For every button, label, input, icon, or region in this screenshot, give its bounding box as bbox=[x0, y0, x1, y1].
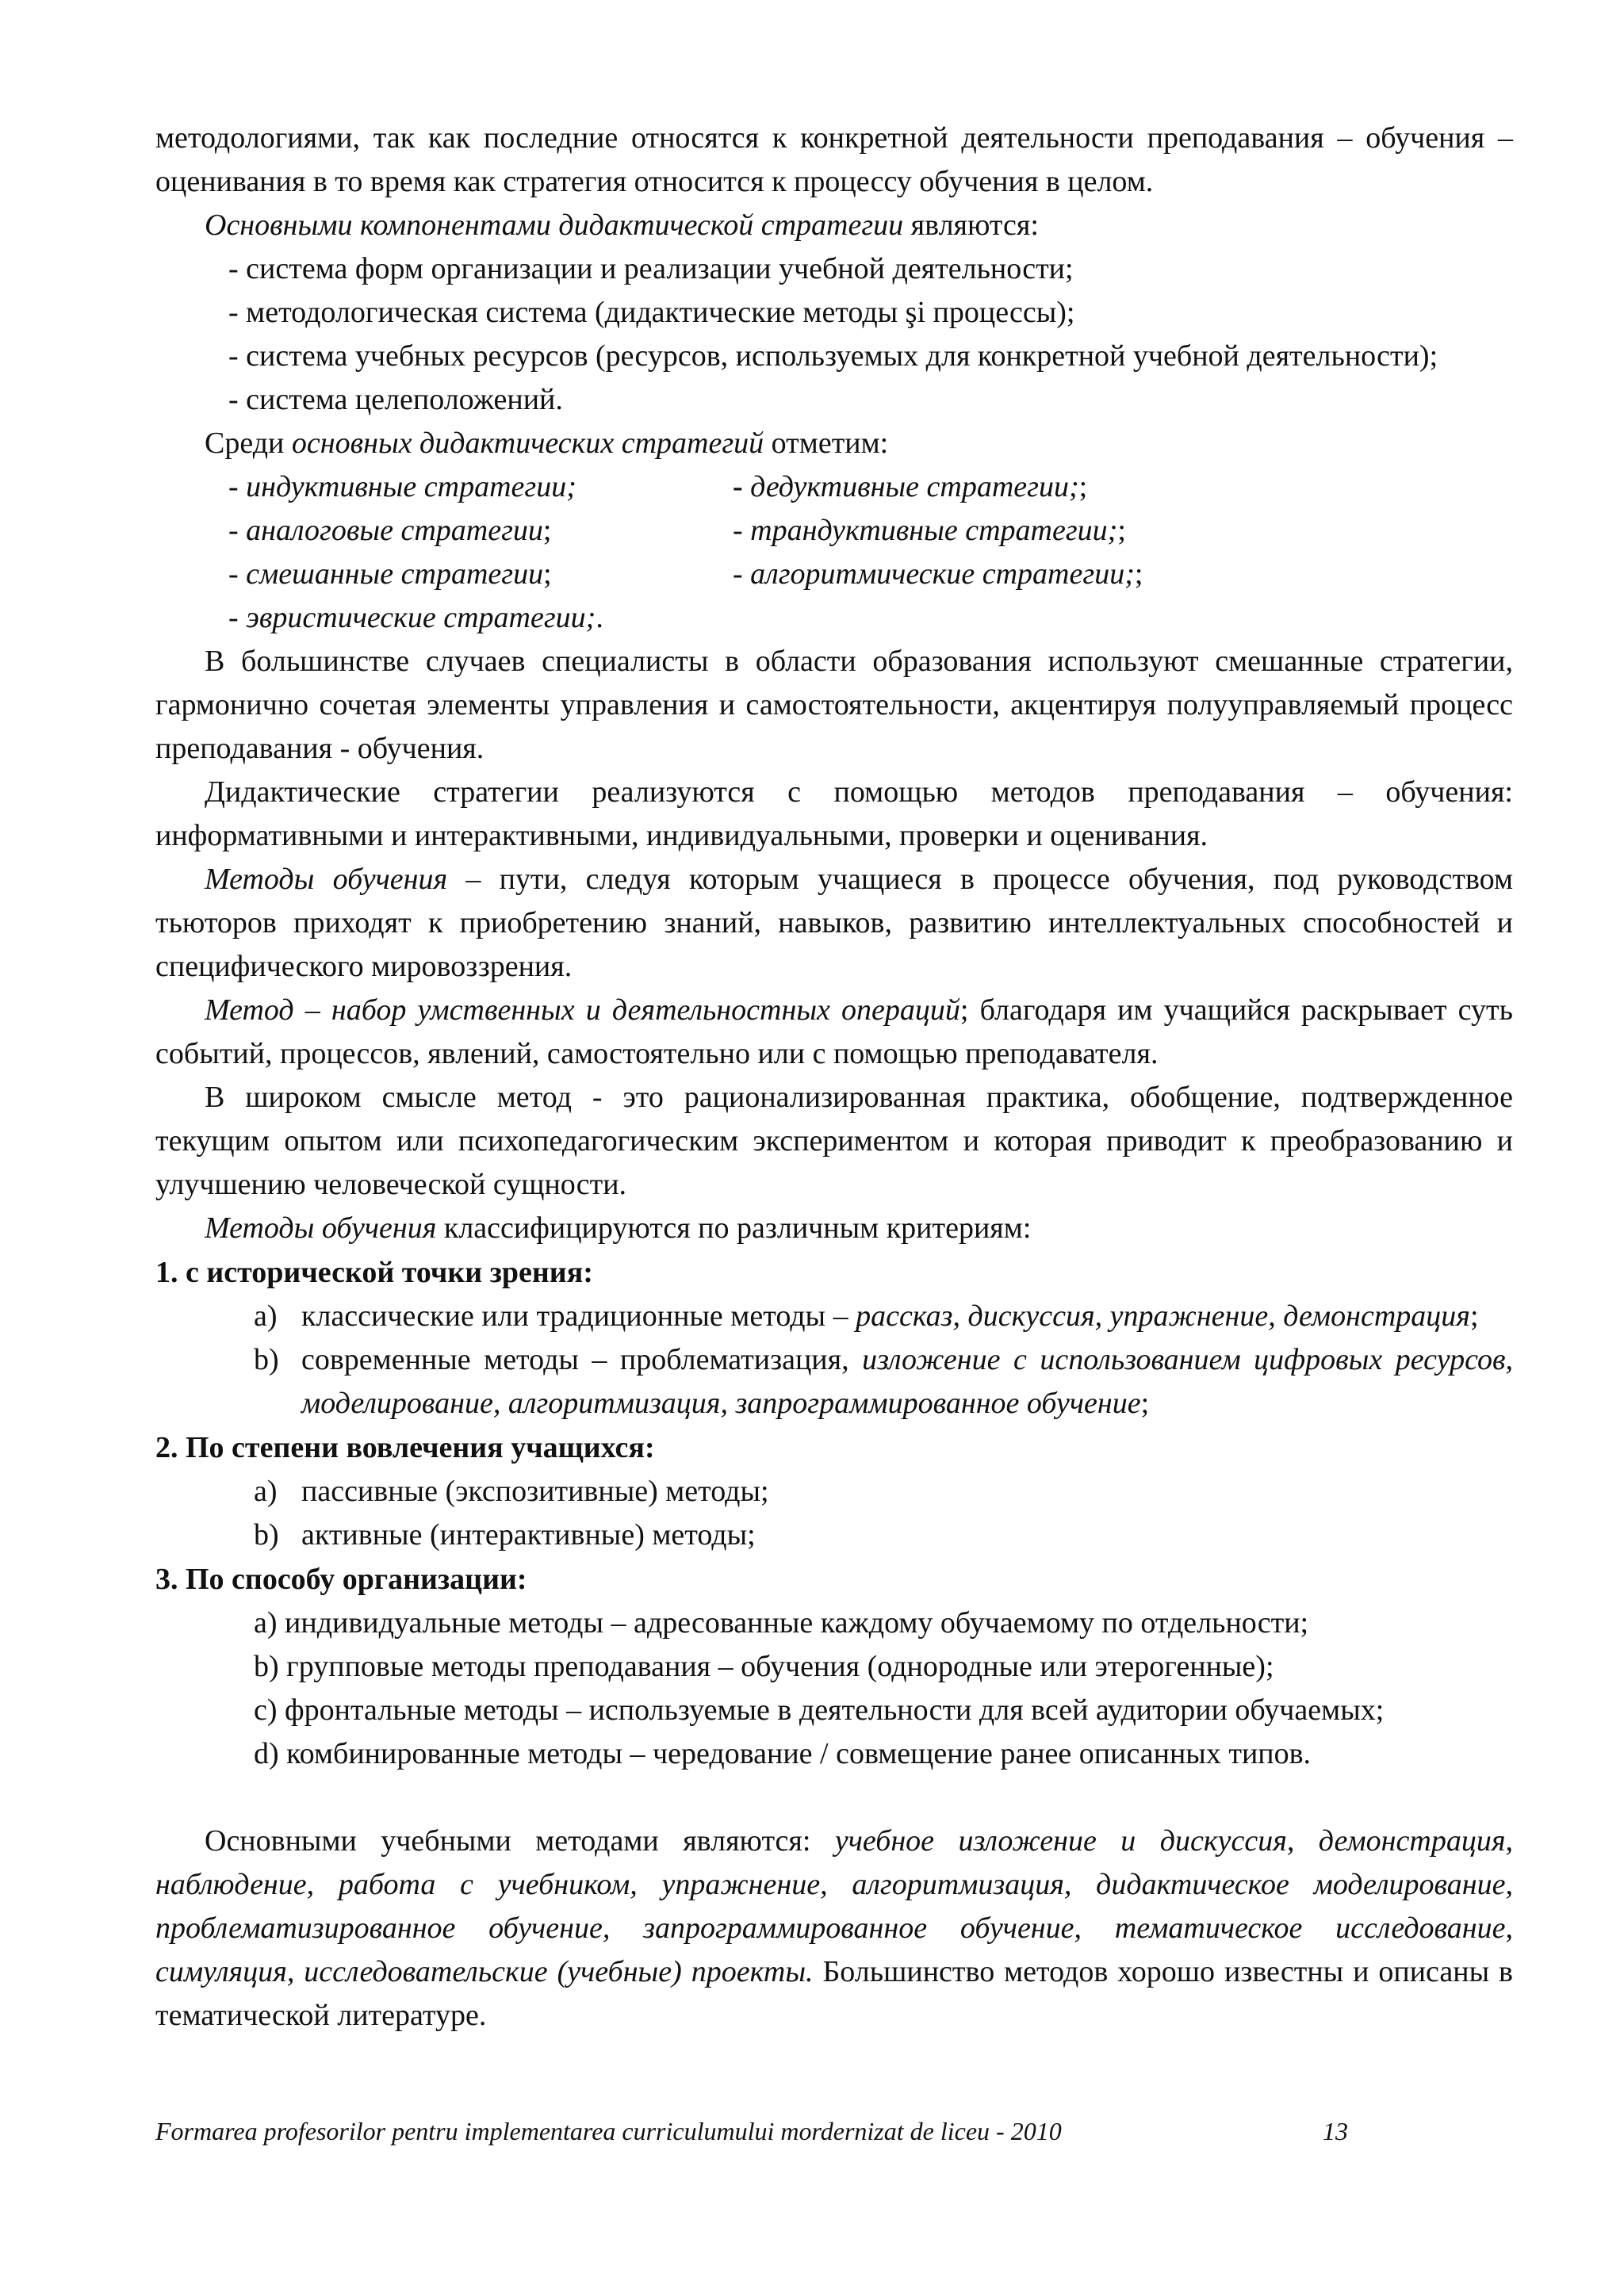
paragraph-method-definition: Метод – набор умственных и деятельностных операций; благодаря им учащийся раскрывает суть событий, процессов, явлений, самостоятельно или с помощью преподавателя. bbox=[155, 993, 1513, 1070]
section-heading-involvement: 2. По степени вовлечения учащихся: bbox=[155, 1431, 655, 1464]
list-item: b) современные методы – проблематизация, изложение с использованием цифровых ресурсов, моделирование, алгоритмизация, запрограммированное обучение; bbox=[254, 1343, 1513, 1420]
list-item: c) фронтальные методы – используемые в деятельности для всей аудитории обучаемых; bbox=[254, 1693, 1385, 1727]
italic-term: Методы обучения bbox=[205, 1211, 437, 1245]
component-item: - система целеположений. bbox=[228, 383, 563, 416]
paragraph-strategies-intro: Среди основных дидактических стратегий отметим: bbox=[205, 427, 889, 460]
strategy-right: - алгоритмические стратегии;; bbox=[733, 557, 1143, 591]
section-heading-organization: 3. По способу организации: bbox=[155, 1563, 527, 1596]
spacer bbox=[155, 1776, 1513, 1820]
strategy-row bbox=[155, 553, 1513, 596]
italic-term: Методы обучения bbox=[205, 863, 448, 896]
component-item: - система учебных ресурсов (ресурсов, используемых для конкретной учебной деятельности); bbox=[228, 339, 1438, 373]
component-item: - методологическая система (дидактические методы şi процессы); bbox=[228, 296, 1075, 329]
paragraph-intro: методологиями, так как последние относятся к конкретной деятельности преподавания – обучения – оценивания в то время как стратегия относится к процессу обучения в целом. bbox=[155, 121, 1513, 198]
strategy-right: - трандуктивные стратегии;; bbox=[733, 514, 1126, 547]
strategy-left: - аналоговые стратегии; bbox=[228, 514, 552, 547]
component-item: - система форм организации и реализации учебной деятельности; bbox=[228, 252, 1074, 285]
paragraph-didactic-strategies: Дидактические стратегии реализуются с помощью методов преподавания – обучения: информативными и интерактивными, индивидуальными, проверки и оценивания. bbox=[155, 775, 1513, 852]
strategy-left: - эвристические стратегии;. bbox=[228, 601, 603, 634]
paragraph-method-broad: В широком смысле метод - это рационализированная практика, обобщение, подтвержденное текущим опытом или психопедагогическим экспериментом и которая приводит к преобразованию и улучшению человеческой сущности. bbox=[155, 1081, 1513, 1201]
italic-term: Метод – набор умственных и деятельностных операций bbox=[205, 993, 960, 1027]
strategy-row bbox=[155, 465, 1513, 509]
page-content bbox=[155, 117, 1513, 2038]
strategy-row bbox=[155, 509, 1513, 553]
italic-term: учебное изложение и дискуссия, демонстрация, наблюдение, работа с учебником, упражнение, алгоритмизация, дидактическое моделирование, проблематизированное обучение, запрограммированное обучение, тематическое исследование, симуляция, исследовательские (учебные) проекты. bbox=[155, 1824, 1513, 1988]
paragraph-mixed-strategies: В большинстве случаев специалисты в области образования используют смешанные стратегии, гармонично сочетая элементы управления и самостоятельности, акцентируя полууправляемый процесс преподавания - обучения. bbox=[155, 645, 1513, 765]
paragraph-main-methods: Основными учебными методами являются: учебное изложение и дискуссия, демонстрация, наблюдение, работа с учебником, упражнение, алгоритмизация, дидактическое моделирование, проблематизированное обучение, запрограммированное обучение, тематическое исследование, симуляция, исследовательские (учебные) проекты. Большинство методов хорошо известны и описаны в тематической литературе. bbox=[155, 1824, 1513, 2032]
strategy-left: - индуктивные стратегии; bbox=[228, 470, 576, 503]
strategy-left: - смешанные стратегии; bbox=[228, 557, 552, 591]
list-item: b) групповые методы преподавания – обучения (однородные или этерогенные); bbox=[254, 1650, 1274, 1683]
list-item: a) классические или традиционные методы – рассказ, дискуссия, упражнение, демонстрация; bbox=[254, 1299, 1479, 1333]
list-item: d) комбинированные методы – чередование / совмещение ранее описанных типов. bbox=[254, 1737, 1312, 1770]
strategy-right: - дедуктивные стратегии;; bbox=[733, 470, 1088, 503]
paragraph-methods-definition: Методы обучения – пути, следуя которым учащиеся в процессе обучения, под руководством тьюторов приходят к приобретению знаний, навыков, развитию интеллектуальных способностей и специфического мировоззрения. bbox=[155, 863, 1513, 983]
list-item: b) активные (интерактивные) методы; bbox=[254, 1518, 756, 1552]
paragraph-classification: Методы обучения классифицируются по различным критериям: bbox=[205, 1211, 1032, 1245]
page-footer bbox=[155, 2115, 1348, 2147]
footer-text: Formarea profesorilor pentru implementarea curriculumului mordernizat de liceu - 2010 bbox=[155, 2117, 1062, 2145]
page-number: 13 bbox=[1323, 2117, 1348, 2145]
list-item: a) индивидуальные методы – адресованные каждому обучаемому по отдельности; bbox=[254, 1606, 1309, 1640]
italic-term: Основными компонентами дидактической стратегии bbox=[205, 209, 904, 242]
list-item: a) пассивные (экспозитивные) методы; bbox=[254, 1475, 769, 1508]
paragraph-components-intro: Основными компонентами дидактической стратегии являются: bbox=[205, 209, 1039, 242]
strategy-row bbox=[155, 596, 1513, 640]
italic-term: основных дидактических стратегий bbox=[291, 427, 764, 460]
section-heading-historical: 1. с исторической точки зрения: bbox=[155, 1256, 593, 1289]
